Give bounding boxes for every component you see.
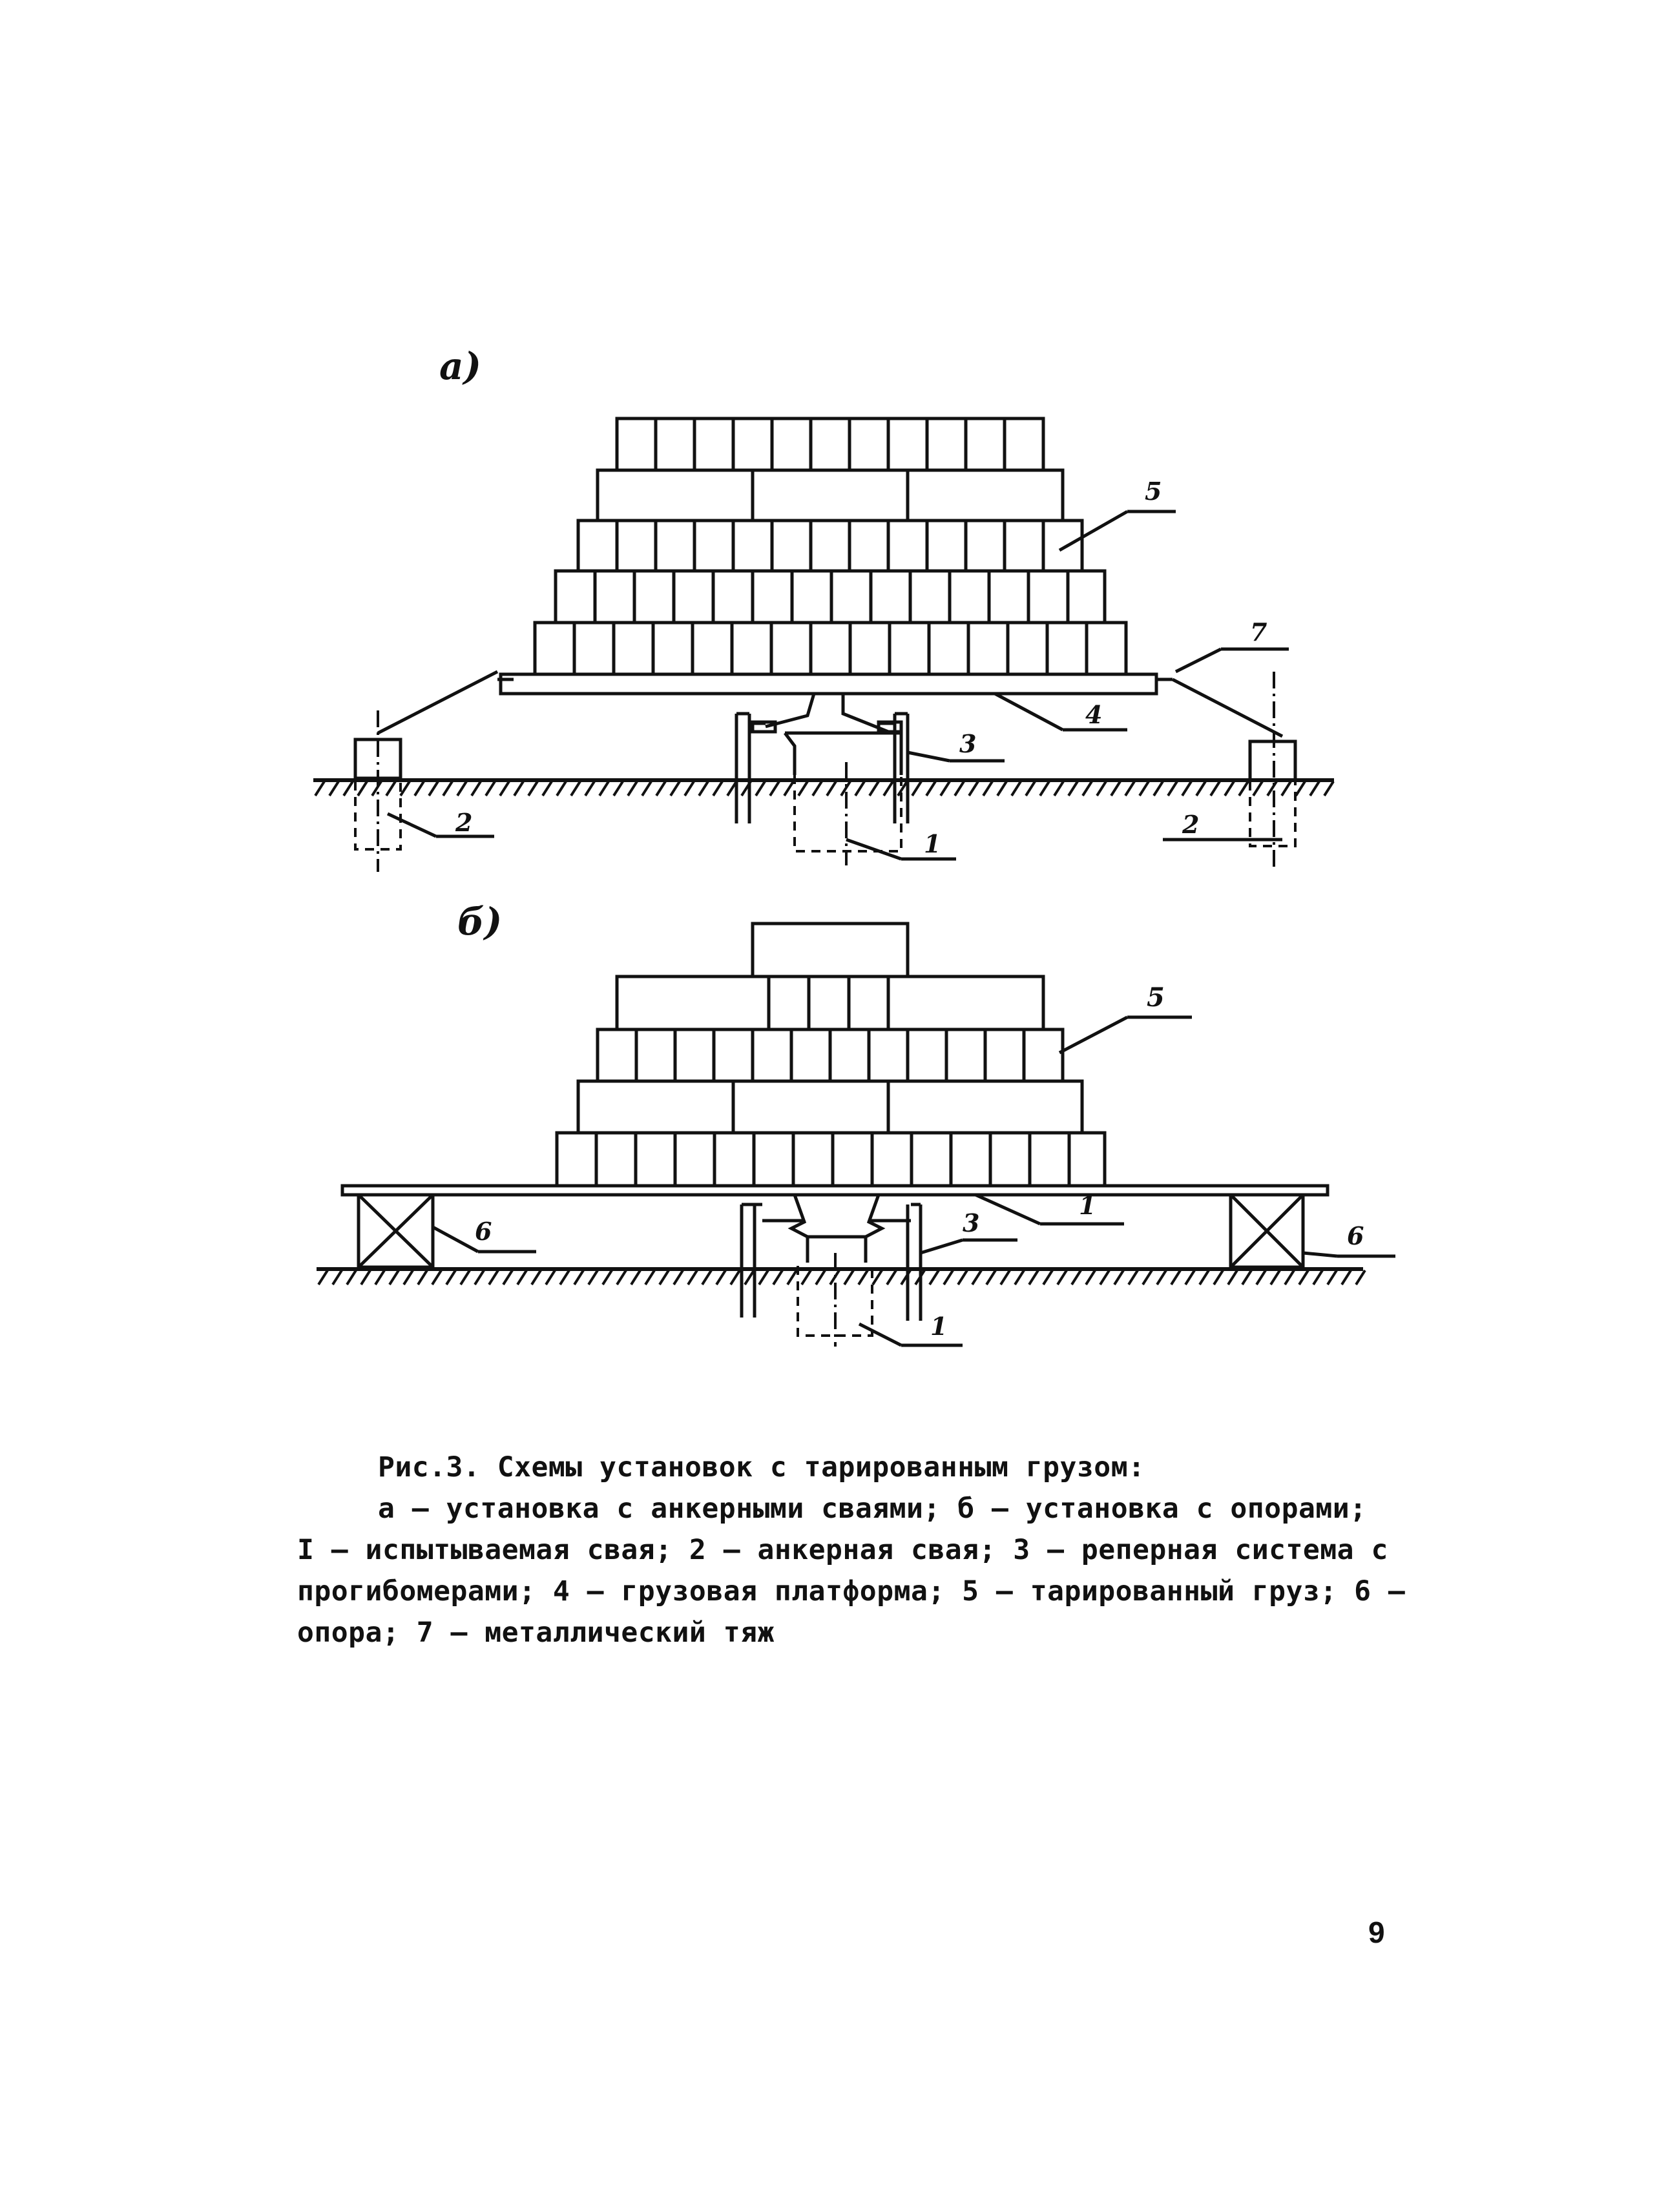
ground-hatch — [716, 1270, 725, 1285]
ground-hatch — [1143, 1270, 1152, 1285]
ground-hatch — [1242, 1270, 1251, 1285]
ground-hatch — [1253, 781, 1262, 796]
caption-line-2: I – испытываемая свая; 2 – анкерная свая; 3 – реперная система с — [297, 1534, 1388, 1566]
ground-hatch — [1140, 781, 1149, 796]
ground-hatch — [1015, 1270, 1024, 1285]
ground-hatch — [844, 1270, 853, 1285]
ground-hatch — [375, 1270, 384, 1285]
page-number: 9 — [1368, 1916, 1385, 1949]
caption-line-4: опора; 7 – металлический тяж — [297, 1617, 775, 1649]
ground-hatch — [773, 1270, 782, 1285]
ground-hatch — [1257, 1270, 1266, 1285]
ground-hatch — [1214, 1270, 1223, 1285]
callout-b-1-pile: 1 — [930, 1312, 948, 1341]
figure-a-diagram — [0, 0, 1679, 936]
ground-hatch — [870, 781, 879, 796]
ground-hatch — [1296, 781, 1305, 796]
ground-hatch — [1040, 781, 1049, 796]
figure-a-label: а) — [439, 344, 482, 388]
ground-hatch — [418, 1270, 427, 1285]
ground-hatch — [813, 781, 822, 796]
ground-hatch — [759, 1270, 768, 1285]
ground-hatch — [855, 781, 864, 796]
figure-b-diagram — [0, 900, 1679, 1421]
ground-hatch — [770, 781, 779, 796]
ground-hatch — [514, 781, 523, 796]
caption-line-1: а – установка с анкерными сваями; б – установка с опорами; — [378, 1493, 1367, 1525]
ground-hatch — [390, 1270, 399, 1285]
ground-hatch — [1342, 1270, 1351, 1285]
callout-b-1-platform: 1 — [1079, 1191, 1096, 1220]
ground-hatch — [941, 781, 950, 796]
ground-hatch — [1058, 1270, 1067, 1285]
ground-hatch — [386, 781, 395, 796]
ground-hatch — [461, 1270, 470, 1285]
ground-hatch — [787, 1270, 797, 1285]
ground-hatch — [1185, 1270, 1194, 1285]
ground-hatch — [443, 781, 452, 796]
ground-hatch — [603, 1270, 612, 1285]
ground-hatch — [1225, 781, 1234, 796]
callout-a-4: 4 — [1085, 700, 1103, 729]
load-platform-b — [342, 1186, 1328, 1195]
ground-hatch — [329, 781, 339, 796]
ground-hatch — [1072, 1270, 1081, 1285]
ground-hatch — [656, 781, 665, 796]
callout-b-6-left: 6 — [475, 1217, 492, 1246]
ground-hatch — [361, 1270, 370, 1285]
callout-a-1: 1 — [924, 829, 941, 858]
caption-line-3: прогибомерами; 4 – грузовая платформа; 5 – тарированный груз; 6 – — [297, 1575, 1406, 1607]
ground-hatch — [702, 1270, 711, 1285]
ground-hatch — [1200, 1270, 1209, 1285]
ground-hatch — [1157, 1270, 1166, 1285]
ground-hatch — [1083, 781, 1092, 796]
ground-hatch — [472, 781, 481, 796]
ground-hatch — [958, 1270, 967, 1285]
ground-hatch — [798, 781, 808, 796]
ground-hatch — [685, 781, 694, 796]
ground-hatch — [688, 1270, 697, 1285]
ground-hatch — [1012, 781, 1021, 796]
ground-hatch — [930, 1270, 939, 1285]
ground-hatch — [1271, 1270, 1280, 1285]
ground-hatch — [631, 1270, 640, 1285]
ground-hatch — [645, 1270, 654, 1285]
ground-hatch — [642, 781, 651, 796]
ground-hatch — [830, 1270, 839, 1285]
ground-hatch — [884, 781, 893, 796]
callout-b-6-right: 6 — [1347, 1221, 1364, 1250]
ground-hatch — [546, 1270, 555, 1285]
ground-hatch — [475, 1270, 484, 1285]
ground-hatch — [1086, 1270, 1095, 1285]
ground-hatch — [827, 781, 836, 796]
ground-hatch — [528, 781, 537, 796]
ground-hatch — [986, 1270, 996, 1285]
ground-hatch — [517, 1270, 527, 1285]
ground-hatch — [347, 1270, 356, 1285]
ground-hatch — [571, 781, 580, 796]
ground-hatch — [1168, 781, 1177, 796]
ground-hatch — [589, 1270, 598, 1285]
ground-hatch — [557, 781, 566, 796]
callout-a-2-right: 2 — [1182, 810, 1200, 839]
ground-hatch — [457, 781, 466, 796]
ground-hatch — [404, 1270, 413, 1285]
ground-hatch — [660, 1270, 669, 1285]
ground-hatch — [873, 1270, 882, 1285]
callout-a-5: 5 — [1145, 477, 1162, 506]
ground-hatch — [784, 781, 793, 796]
ground-hatch — [1285, 1270, 1294, 1285]
ground-hatch — [315, 781, 324, 796]
ground-hatch — [1001, 1270, 1010, 1285]
callout-a-7: 7 — [1250, 617, 1267, 646]
ground-hatch — [1043, 1270, 1052, 1285]
ground-hatch — [1282, 781, 1291, 796]
ground-hatch — [543, 781, 552, 796]
ground-hatch — [614, 781, 623, 796]
ground-hatch — [318, 1270, 328, 1285]
support-right — [1231, 1195, 1303, 1267]
ground-hatch — [671, 781, 680, 796]
ground-hatch — [401, 781, 410, 796]
caption-title: Рис.3. Схемы установок с тарированным грузом: — [378, 1451, 1145, 1483]
ground-hatch — [1313, 1270, 1322, 1285]
figure-caption — [297, 1447, 1408, 1653]
ground-hatch — [912, 781, 921, 796]
ground-hatch — [617, 1270, 626, 1285]
ground-hatch — [1228, 1270, 1237, 1285]
ground-hatch — [983, 781, 992, 796]
ground-hatch — [955, 781, 964, 796]
ground-hatch — [713, 781, 722, 796]
ground-hatch — [1125, 781, 1134, 796]
ground-hatch — [1239, 781, 1248, 796]
ground-hatch — [532, 1270, 541, 1285]
ground-hatch — [1069, 781, 1078, 796]
weight-stack-a — [535, 419, 1126, 674]
ground-hatch — [674, 1270, 683, 1285]
callout-a-2-left: 2 — [455, 808, 473, 837]
ground-hatch — [489, 1270, 498, 1285]
ground-hatch — [969, 781, 978, 796]
ground-hatch — [926, 781, 935, 796]
ground-hatch — [1026, 781, 1035, 796]
ground-hatch — [972, 1270, 981, 1285]
ground-hatch — [731, 1270, 740, 1285]
ground-hatch — [1100, 1270, 1109, 1285]
ground-hatch — [432, 1270, 441, 1285]
ground-hatch — [344, 781, 353, 796]
figure-b-label: б) — [457, 900, 503, 944]
load-platform-a — [501, 674, 1156, 694]
ground-hatch — [1114, 1270, 1123, 1285]
ground-hatch — [1111, 781, 1120, 796]
ground-hatch — [1196, 781, 1205, 796]
ground-hatch — [1328, 1270, 1337, 1285]
ground-hatch — [756, 781, 765, 796]
callout-b-3: 3 — [963, 1208, 980, 1237]
ground-hatch — [1054, 781, 1063, 796]
support-left — [359, 1195, 433, 1267]
ground-hatch — [1029, 1270, 1038, 1285]
ground-hatch — [628, 781, 637, 796]
ground-hatch — [859, 1270, 868, 1285]
ground-hatch — [585, 781, 594, 796]
ground-hatch — [1211, 781, 1220, 796]
ground-hatch — [1097, 781, 1106, 796]
ground-hatch — [1129, 1270, 1138, 1285]
ground-hatch — [1182, 781, 1191, 796]
ground-hatch — [429, 781, 438, 796]
ground-hatch — [1356, 1270, 1365, 1285]
ground-hatch — [560, 1270, 569, 1285]
ground-hatch — [574, 1270, 583, 1285]
ground-hatch — [486, 781, 495, 796]
ground-hatch — [944, 1270, 953, 1285]
ground-hatch — [358, 781, 367, 796]
ground-hatch — [887, 1270, 896, 1285]
ground-hatch — [1171, 1270, 1180, 1285]
ground-hatch — [802, 1270, 811, 1285]
ground-hatch — [333, 1270, 342, 1285]
ground-hatch — [500, 781, 509, 796]
ground-hatch — [997, 781, 1006, 796]
ground-hatch — [415, 781, 424, 796]
ground-hatch — [745, 1270, 754, 1285]
ground-hatch — [1299, 1270, 1308, 1285]
callout-a-3: 3 — [959, 729, 977, 758]
ground-hatch — [1154, 781, 1163, 796]
ground-hatch — [1310, 781, 1319, 796]
ground-hatch — [1324, 781, 1333, 796]
ground-hatch — [600, 781, 609, 796]
ground-hatch — [503, 1270, 512, 1285]
ground-hatch — [816, 1270, 825, 1285]
callout-b-5: 5 — [1147, 982, 1165, 1013]
ground-hatch — [699, 781, 708, 796]
ground-hatch — [446, 1270, 455, 1285]
